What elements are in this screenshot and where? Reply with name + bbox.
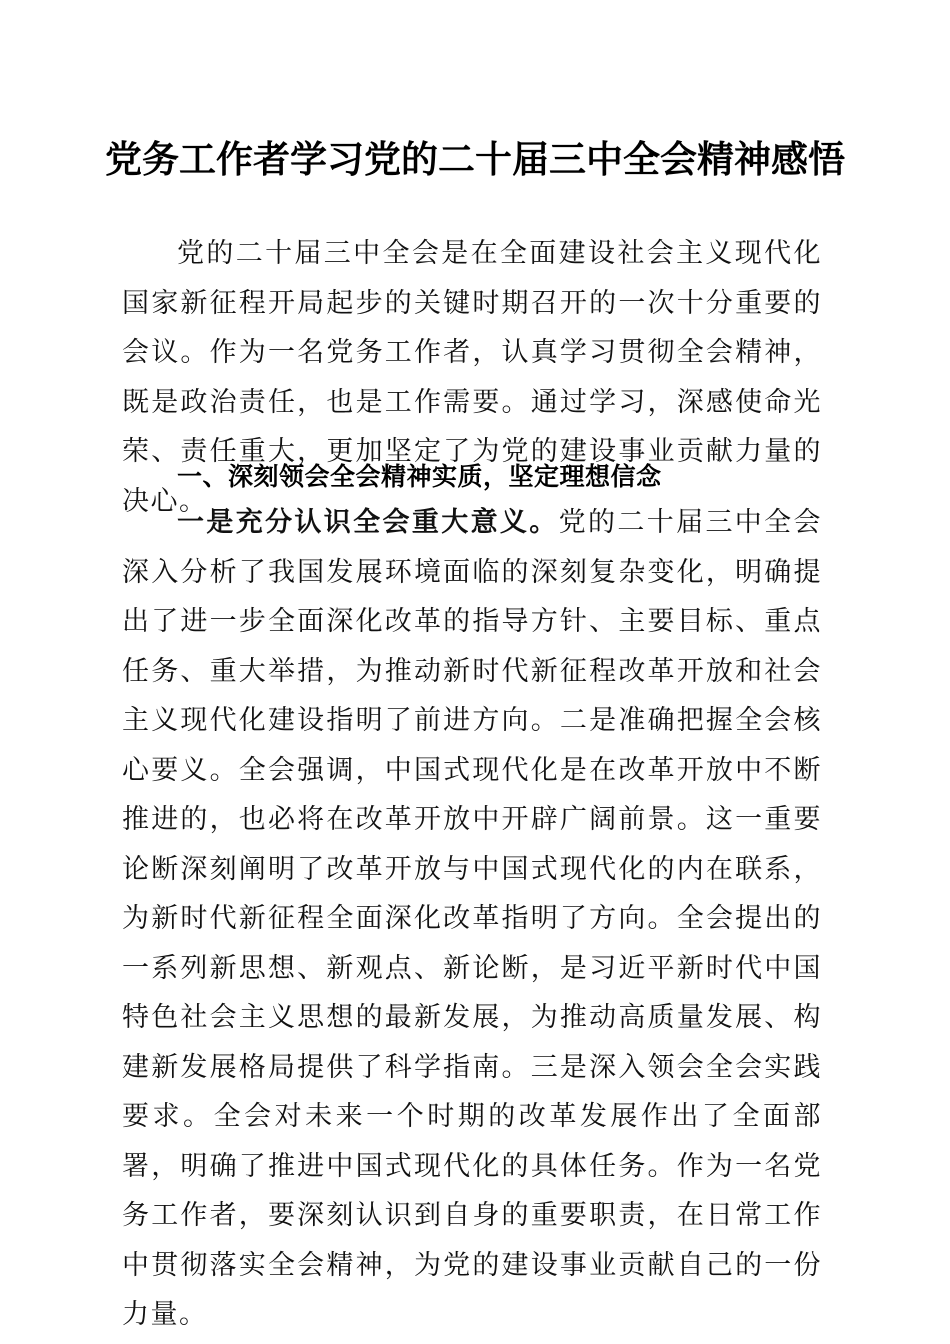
section-paragraph-lead: 一是充分认识全会重大意义。 [177, 507, 559, 538]
section-heading: 一、深刻领会全会精神实质，坚定理想信念 [177, 462, 662, 491]
section-paragraph-body: 党的二十届三中全会深入分析了我国发展环境面临的深刻复杂变化，明确提出了进一步全面深化改革的指导方针、主要目标、重点任务、重大举措，为推动新时代新征程改革开放和社会主义现代化建设指明了前进方向。二是准确把握全会核心要义。全会强调，中国式现代化是在改革开放中不断推进的，也必将在改革开放中开辟广阔前景。这一重要论断深刻阐明了改革开放与中国式现代化的内在联系，为新时代新征程全面深化改革指明了方向。全会提出的一系列新思想、新观点、新论断，是习近平新时代中国特色社会主义思想的最新发展，为推动高质量发展、构建新发展格局提供了科学指南。三是深入领会全会实践要求。全会对未来一个时期的改革发展作出了全面部署，明确了推进中国式现代化的具体任务。作为一名党务工作者，要深刻认识到自身的重要职责，在日常工作中贯彻落实全会精神，为党的建设事业贡献自己的一份力量。 [122, 507, 823, 1330]
intro-paragraph: 党的二十届三中全会是在全面建设社会主义现代化国家新征程开局起步的关键时期召开的一次十分重要的会议。作为一名党务工作者，认真学习贯彻全会精神，既是政治责任，也是工作需要。通过学习，深感使命光荣、责任重大，更加坚定了为党的建设事业贡献力量的决心。 [122, 238, 822, 517]
document-title: 党务工作者学习党的二十届三中全会精神感悟 [105, 137, 845, 181]
section-paragraph [122, 498, 822, 1340]
